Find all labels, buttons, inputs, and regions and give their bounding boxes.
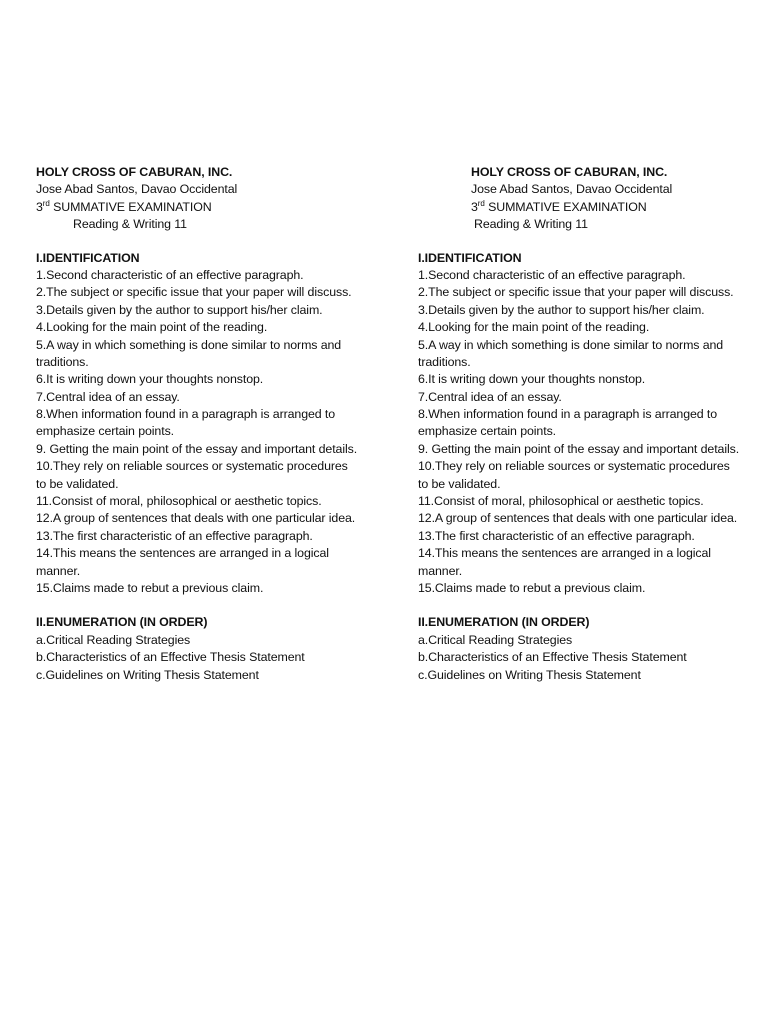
enumeration-heading: II.ENUMERATION (IN ORDER) bbox=[418, 615, 590, 630]
subject-title: Reading & Writing 11 bbox=[73, 217, 187, 232]
list-item: 9. Getting the main point of the essay and important details. bbox=[418, 441, 740, 456]
school-address: Jose Abad Santos, Davao Occidental bbox=[36, 182, 238, 197]
list-item: 15.Claims made to rebut a previous claim. bbox=[418, 580, 646, 595]
list-item: 13.The first characteristic of an effective paragraph. bbox=[418, 528, 695, 543]
exam-copy-left bbox=[36, 164, 386, 684]
school-address: Jose Abad Santos, Davao Occidental bbox=[471, 182, 673, 197]
list-item: 11.Consist of moral, philosophical or aesthetic topics. bbox=[418, 494, 704, 509]
exam-title bbox=[418, 199, 768, 216]
enumeration-list bbox=[418, 632, 768, 684]
list-item: b.Characteristics of an Effective Thesis Statement bbox=[418, 650, 687, 665]
identification-list bbox=[36, 267, 386, 597]
list-item: 8.When information found in a paragraph is arranged to bbox=[36, 407, 336, 422]
list-item: traditions. bbox=[36, 354, 89, 369]
list-item: 9. Getting the main point of the essay and important details. bbox=[36, 441, 358, 456]
list-item: 1.Second characteristic of an effective paragraph. bbox=[36, 267, 304, 282]
school-name: HOLY CROSS OF CABURAN, INC. bbox=[471, 165, 668, 179]
subject-title: Reading & Writing 11 bbox=[474, 217, 588, 232]
list-item: 4.Looking for the main point of the reading. bbox=[418, 320, 650, 335]
list-item: c.Guidelines on Writing Thesis Statement bbox=[36, 667, 259, 682]
list-item: emphasize certain points. bbox=[36, 424, 175, 439]
enumeration-list bbox=[36, 632, 386, 684]
list-item: 2.The subject or specific issue that your paper will discuss. bbox=[36, 285, 352, 300]
list-item: 11.Consist of moral, philosophical or aesthetic topics. bbox=[36, 494, 322, 509]
exam-number: 3 bbox=[36, 199, 43, 214]
exam-title-text: SUMMATIVE EXAMINATION bbox=[53, 199, 212, 214]
list-item: 1.Second characteristic of an effective paragraph. bbox=[418, 267, 686, 282]
list-item: 13.The first characteristic of an effective paragraph. bbox=[36, 528, 313, 543]
list-item: 14.This means the sentences are arranged in a logical bbox=[36, 546, 329, 561]
list-item: 4.Looking for the main point of the reading. bbox=[36, 320, 268, 335]
list-item: b.Characteristics of an Effective Thesis Statement bbox=[36, 650, 305, 665]
exam-number-suffix: rd bbox=[477, 198, 485, 208]
list-item: c.Guidelines on Writing Thesis Statement bbox=[418, 667, 641, 682]
list-item: 14.This means the sentences are arranged in a logical bbox=[418, 546, 711, 561]
list-item: to be validated. bbox=[36, 476, 119, 491]
list-item: 12.A group of sentences that deals with one particular idea. bbox=[36, 511, 356, 526]
identification-list bbox=[418, 267, 768, 597]
list-item: emphasize certain points. bbox=[418, 424, 557, 439]
exam-number: 3 bbox=[471, 199, 478, 214]
list-item: to be validated. bbox=[418, 476, 501, 491]
exam-number-suffix: rd bbox=[42, 198, 50, 208]
enumeration-heading: II.ENUMERATION (IN ORDER) bbox=[36, 615, 208, 630]
list-item: 15.Claims made to rebut a previous claim. bbox=[36, 580, 264, 595]
exam-title bbox=[36, 199, 386, 216]
list-item: 3.Details given by the author to support his/her claim. bbox=[418, 302, 705, 317]
list-item: traditions. bbox=[418, 354, 471, 369]
list-item: a.Critical Reading Strategies bbox=[36, 632, 191, 647]
list-item: manner. bbox=[418, 563, 463, 578]
list-item: 12.A group of sentences that deals with one particular idea. bbox=[418, 511, 738, 526]
list-item: 2.The subject or specific issue that your paper will discuss. bbox=[418, 285, 734, 300]
list-item: 8.When information found in a paragraph is arranged to bbox=[418, 407, 718, 422]
list-item: 6.It is writing down your thoughts nonstop. bbox=[36, 372, 264, 387]
list-item: 10.They rely on reliable sources or systematic procedures bbox=[418, 459, 730, 474]
list-item: a.Critical Reading Strategies bbox=[418, 632, 573, 647]
list-item: 5.A way in which something is done similar to norms and bbox=[36, 337, 342, 352]
list-item: 5.A way in which something is done similar to norms and bbox=[418, 337, 724, 352]
exam-title-text: SUMMATIVE EXAMINATION bbox=[488, 199, 647, 214]
list-item: 6.It is writing down your thoughts nonstop. bbox=[418, 372, 646, 387]
list-item: 3.Details given by the author to support his/her claim. bbox=[36, 302, 323, 317]
list-item: 10.They rely on reliable sources or systematic procedures bbox=[36, 459, 348, 474]
list-item: 7.Central idea of an essay. bbox=[36, 389, 180, 404]
identification-heading: I.IDENTIFICATION bbox=[418, 250, 522, 265]
identification-heading: I.IDENTIFICATION bbox=[36, 250, 140, 265]
exam-copy-right bbox=[418, 164, 768, 684]
school-name: HOLY CROSS OF CABURAN, INC. bbox=[36, 165, 233, 179]
list-item: 7.Central idea of an essay. bbox=[418, 389, 562, 404]
list-item: manner. bbox=[36, 563, 81, 578]
